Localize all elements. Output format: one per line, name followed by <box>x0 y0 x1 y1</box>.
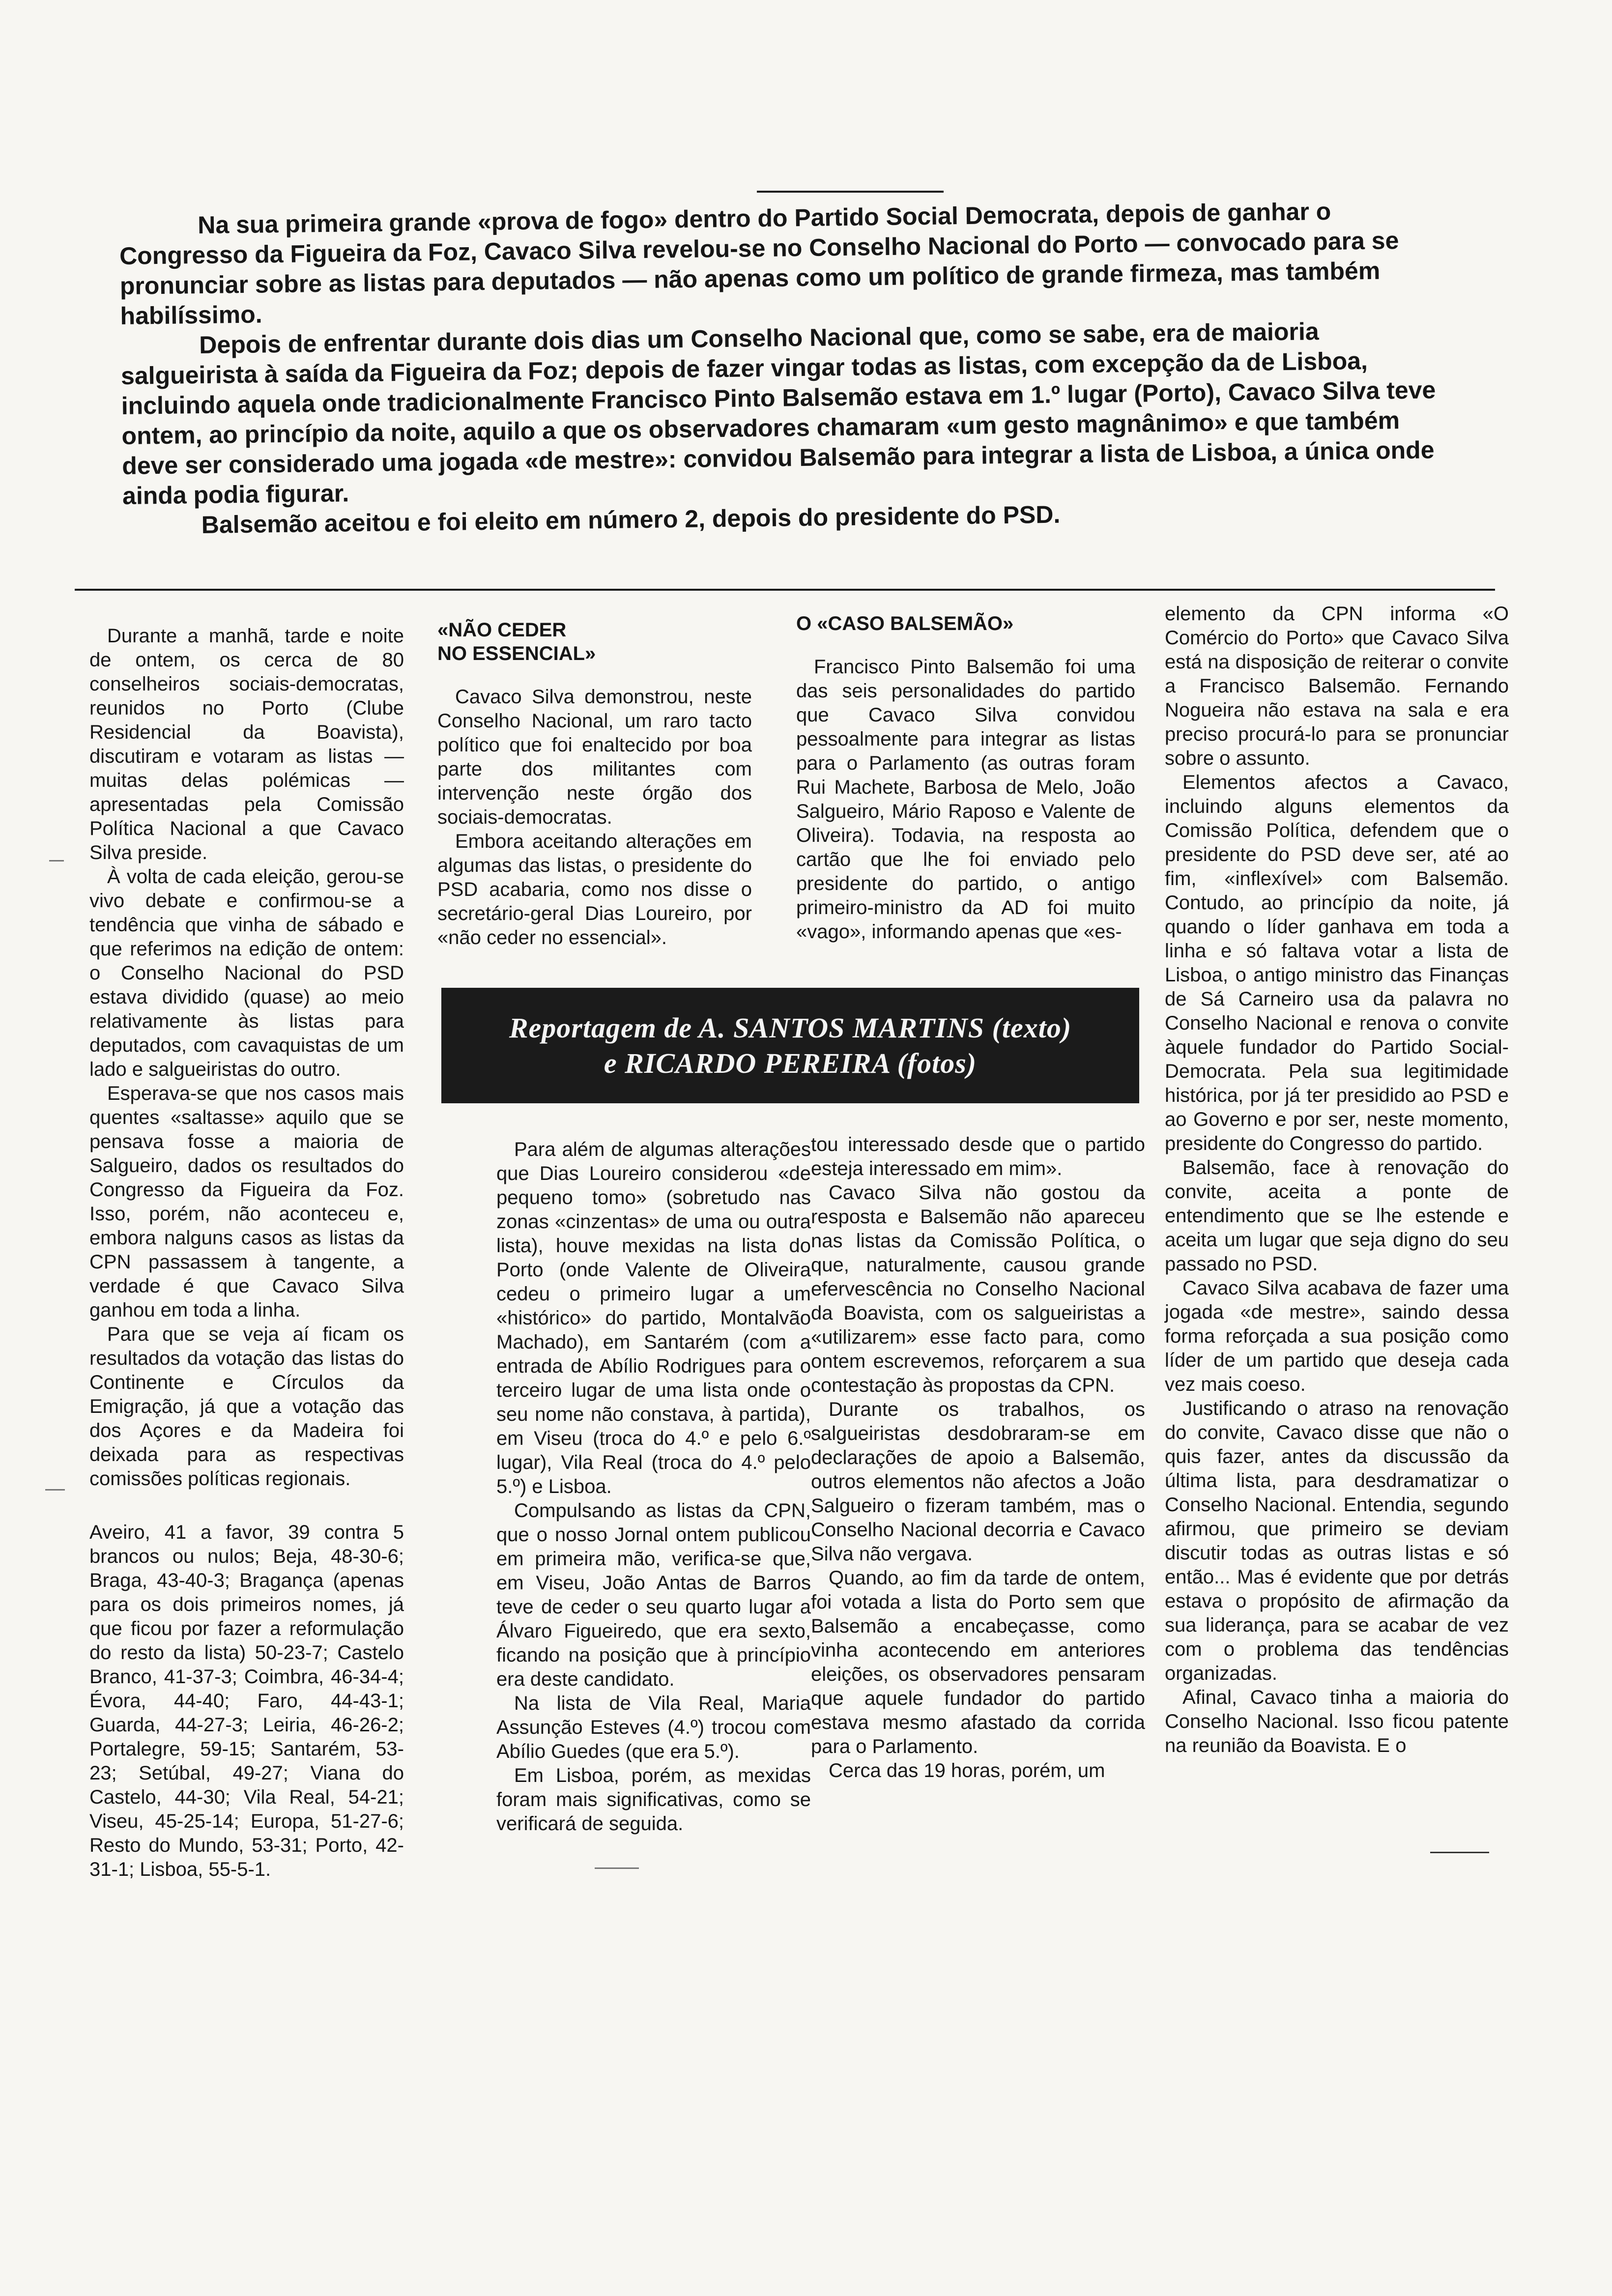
body-paragraph: tou interessado desde que o partido esteja interessado em mim». <box>811 1134 1145 1179</box>
body-paragraph: Cerca das 19 horas, porém, um <box>829 1760 1105 1781</box>
column-1 <box>89 624 404 1882</box>
body-paragraph: Elementos afectos a Cavaco, incluindo alguns elementos da Comissão Política, defendem que o presidente do PSD deve ser, até ao fim, «inflexível» com Balsemão. Contudo, ao princípio da noite, já quando o líder ganhava em toda a linha e só faltava votar a lista de Lisboa, o antigo ministro das Finanças de Sá Carneiro usa da palavra no Conselho Nacional e renova o convite àquele fundador do Partido Social-Democrata. Pela sua legitimidade histórica, por já ter presidido ao PSD e ao Governo e por ser, neste momento, presidente do Congresso do partido. <box>1165 772 1509 1154</box>
body-paragraph: À volta de cada eleição, gerou-se vivo debate e confirmou-se a tendência que vinha de sábado e que referimos na edição de ontem: o Conselho Nacional do PSD estava dividido (quase) ao meio relativamente às listas para deputados, com cavaquistas de um lado e salgueiristas do outro. <box>89 866 404 1080</box>
column-3-top <box>796 612 1135 944</box>
lead-paragraph: Depois de enfrentar durante dois dias um Conselho Nacional que, como se sabe, era de maioria salgueirista à saída da Figueira da Foz; depois de fazer vingar todas as listas, com excepção da de Lisboa, incluindo aquela onde tradicionalmente Francisco Pinto Balsemão estava em 1.º lugar (Porto), Cavaco Silva teve ontem, ao princípio da noite, aquilo a que os observadores chamaram «um gesto magnânimo» e que também deve ser considerado uma jogada «de mestre»: convidou Balsemão para integrar a lista de Lisboa, a única onde ainda podia figurar. <box>120 317 1436 510</box>
body-paragraph: Na lista de Vila Real, Maria Assunção Esteves (4.º) trocou com Abílio Guedes (que era 5.º). <box>496 1693 811 1762</box>
body-paragraph: Francisco Pinto Balsemão foi uma das seis personalidades do partido que Cavaco Silva convidou pessoalmente para integrar as listas para o Parlamento (as outras foram Rui Machete, Barbosa de Melo, João Salgueiro, Mário Raposo e Valente de Oliveira). Todavia, na resposta ao cartão que lhe foi enviado pelo presidente do partido, o antigo primeiro-ministro da AD foi muito «vago», informando apenas que «es- <box>796 656 1135 943</box>
body-paragraph: Quando, ao fim da tarde de ontem, foi votada a lista do Porto sem que Balsemão a encabeçasse, como vinha acontecendo em anteriores eleições, os observadores pensaram que aquele fundador do partido estava mesmo afastado da corrida para o Parlamento. <box>811 1567 1145 1757</box>
article-lead <box>119 195 1450 541</box>
scan-mark <box>45 1489 65 1491</box>
vote-results: Aveiro, 41 a favor, 39 contra 5 brancos ou nulos; Beja, 48-30-6; Braga, 43-40-3; Bragança (apenas para os dois primeiros nomes, já que ficou por fazer a reformulação do resto da lista) 50-23-7; Castelo Branco, 41-37-3; Coimbra, 46-34-4; Évora, 44-40; Faro, 44-43-1; Guarda, 44-27-3; Leiria, 46-26-2; Portalegre, 59-15; Santarém, 53-23; Setúbal, 49-27; Viana do Castelo, 44-30; Vila Real, 54-21; Viseu, 45-25-14; Europa, 51-27-6; Resto do Mundo, 53-31; Porto, 42-31-1; Lisboa, 55-5-1. <box>89 1521 404 1880</box>
heading-line: NO ESSENCIAL» <box>437 643 596 664</box>
body-paragraph: Balsemão, face à renovação do convite, aceita a ponte de entendimento que se lhe estende e aceita um lugar que seja digno do seu passado no PSD. <box>1165 1157 1509 1275</box>
body-paragraph: Para que se veja aí ficam os resultados da votação das listas do Continente e Círculos da Emigração, já que a votação das dos Açores e da Madeira foi deixada para as respectivas comissões políticas regionais. <box>89 1323 404 1490</box>
body-paragraph: Compulsando as listas da CPN, que o nosso Jornal ontem publicou em primeira mão, verifica-se que, em Viseu, João Antas de Barros teve de ceder o seu quarto lugar a Álvaro Figueiredo, que era sexto, ficando na posição que à princípio era deste candidato. <box>496 1500 811 1690</box>
body-paragraph: Cavaco Silva demonstrou, neste Conselho Nacional, um raro tacto político que foi enaltecido por boa parte dos militantes com intervenção neste órgão dos sociais-democratas. <box>437 686 752 828</box>
section-heading: O «CASO BALSEMÃO» <box>796 613 1014 634</box>
byline-text: Reportagem de A. SANTOS MARTINS (texto) <box>509 1011 1072 1044</box>
heading-line: «NÃO CEDER <box>437 619 567 641</box>
scan-mark <box>595 1867 639 1869</box>
body-paragraph: elemento da CPN informa «O Comércio do Porto» que Cavaco Silva está na disposição de reiterar o convite a Francisco Balsemão. Fernando Nogueira não estava na sala e era preciso procurá-lo para se pronunciar sobre o assunto. <box>1165 603 1509 769</box>
column-3-bottom <box>811 1133 1145 1783</box>
byline-photo-credit: e RICARDO PEREIRA (fotos) <box>604 1047 977 1079</box>
column-2-bottom <box>496 1138 811 1836</box>
column-4 <box>1165 602 1509 1758</box>
lead-paragraph: Na sua primeira grande «prova de fogo» dentro do Partido Social Democrata, depois de ganhar o Congresso da Figueira da Foz, Cavaco Silva revelou-se no Conselho Nacional do Porto — convocado para se pronunciar sobre as listas para deputados — não apenas como um político de grande firmeza, mas também habilíssimo. <box>119 197 1399 330</box>
body-paragraph: Cavaco Silva não gostou da resposta e Balsemão não apareceu nas listas da Comissão Política, o que, naturalmente, causou grande efervescência no Conselho Nacional da Boavista, com os salgueiristas a «utilizarem» esse facto para, como ontem escrevemos, reforçarem a sua contestação às propostas da CPN. <box>811 1182 1145 1396</box>
section-heading <box>437 618 752 665</box>
body-paragraph: Durante os trabalhos, os salgueiristas desdobraram-se em declarações de apoio a Balsemão, outros elementos não afectos a João Salgueiro o fizeram também, mas o Conselho Nacional decorria e Cavaco Silva não vergava. <box>811 1399 1145 1565</box>
lead-paragraph: Balsemão aceitou e foi eleito em número 2, depois do presidente do PSD. <box>201 500 1061 539</box>
body-paragraph: Durante a manhã, tarde e noite de ontem, os cerca de 80 conselheiros sociais-democratas, reunidos no Porto (Clube Residencial da Boavista), discutiram e votaram as listas — muitas delas polémicas — apresentadas pela Comissão Política Nacional a que Cavaco Silva preside. <box>89 625 404 863</box>
top-divider <box>757 191 944 193</box>
byline-banner <box>441 988 1139 1103</box>
body-paragraph: Embora aceitando alterações em algumas das listas, o presidente do PSD acabaria, como nos disse o secretário-geral Dias Loureiro, por «não ceder no essencial». <box>437 831 752 948</box>
body-paragraph: Esperava-se que nos casos mais quentes «saltasse» aquilo que se pensava fosse a maioria de Salgueiro, dados os resultados do Congresso da Figueira da Foz. Isso, porém, não aconteceu e, embora nalguns casos as listas da CPN passassem à tangente, a verdade é que Cavaco Silva ganhou em toda a linha. <box>89 1083 404 1321</box>
body-paragraph: Afinal, Cavaco tinha a maioria do Conselho Nacional. Isso ficou patente na reunião da Boavista. E o <box>1165 1687 1509 1756</box>
column-end-mark <box>1430 1852 1489 1853</box>
body-paragraph: Justificando o atraso na renovação do convite, Cavaco disse que não o quis fazer, antes da discussão da última lista, para desdramatizar o Conselho Nacional. Entendia, segundo afirmou, que primeiro se deviam discutir todas as outras listas e só então... Mas é evidente que por detrás estava o propósito de afirmação da sua liderança, para se acabar de vez com o problema das tendências organizadas. <box>1165 1398 1509 1684</box>
scan-mark <box>49 860 64 861</box>
lead-divider <box>75 589 1495 591</box>
column-2-top <box>437 618 752 950</box>
body-paragraph: Cavaco Silva acabava de fazer uma jogada «de mestre», saindo dessa forma reforçada a sua posição como líder de um partido que deseja cada vez mais coeso. <box>1165 1277 1509 1395</box>
body-paragraph: Em Lisboa, porém, as mexidas foram mais significativas, como se verificará de seguida. <box>496 1765 811 1835</box>
body-paragraph: Para além de algumas alterações que Dias Loureiro considerou «de pequeno tomo» (sobretudo nas zonas «cinzentas» de uma ou outra lista), houve mexidas na lista do Porto (onde Valente de Oliveira cedeu o primeiro lugar a um «histórico» do partido, Montalvão Machado), em Santarém (com a entrada de Abílio Rodrigues para o terceiro lugar de uma lista onde o seu nome não constava, à partida), em Viseu (troca do 4.º e pelo 6.º lugar), Vila Real (troca do 4.º pelo 5.º) e Lisboa. <box>496 1139 811 1497</box>
